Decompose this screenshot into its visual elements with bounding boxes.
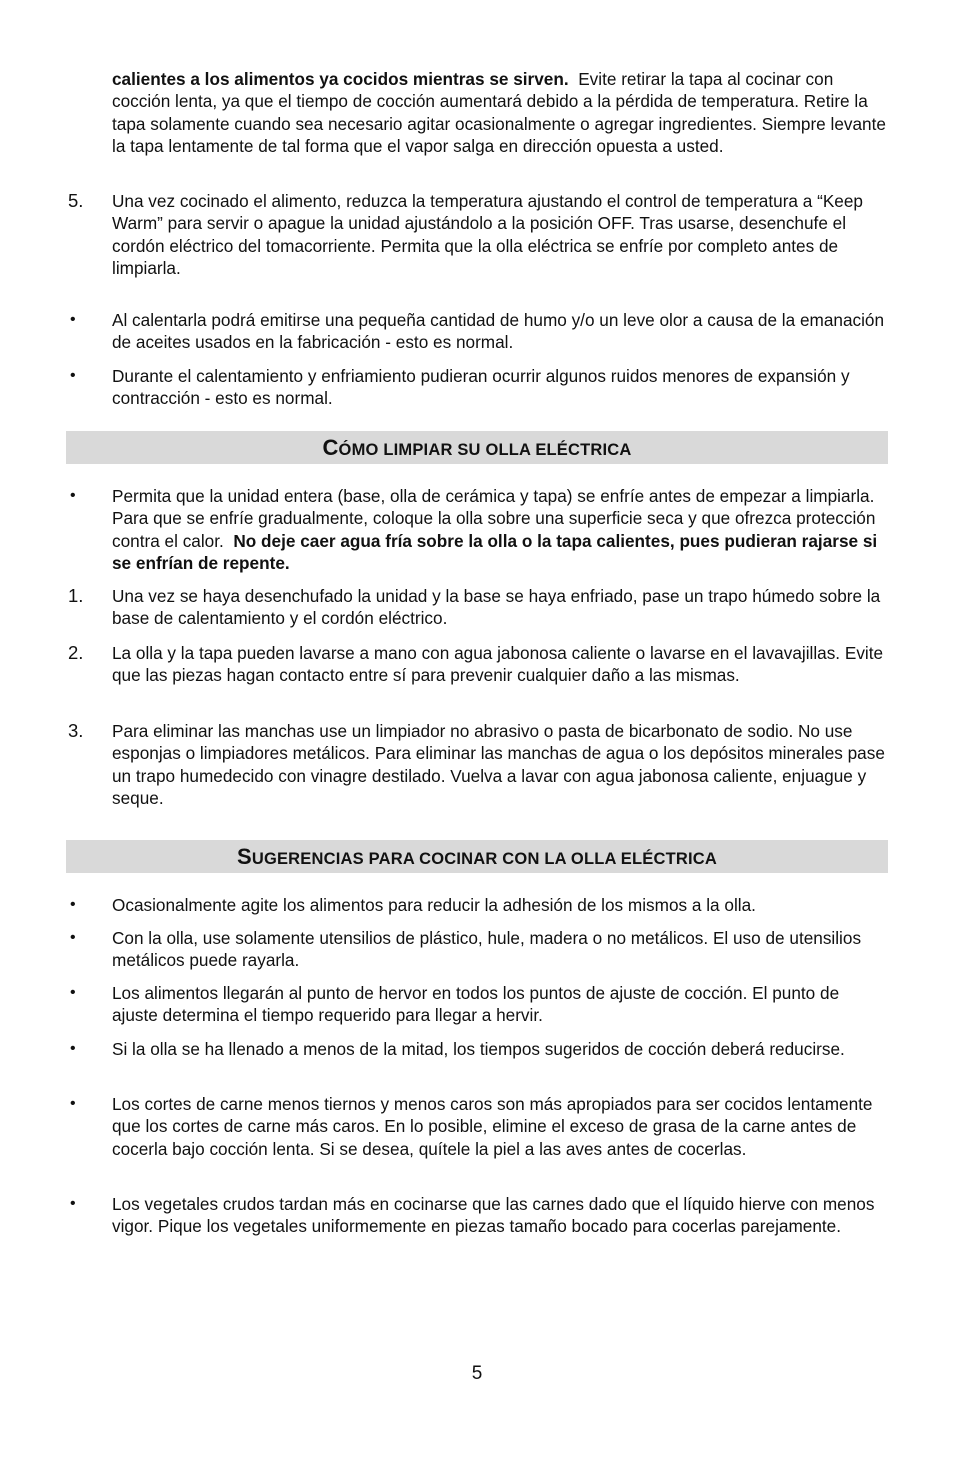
tip-text: Si la olla se ha llenado a menos de la mitad, los tiempos sugeridos de cocción deberá reducirse. <box>112 1039 845 1059</box>
bullet: • <box>70 1040 76 1057</box>
section-heading-cleaning <box>66 431 888 464</box>
intro-bold-lead: calientes a los alimentos ya cocidos mientras se sirven. <box>112 69 569 89</box>
heading-initial: S <box>236 844 252 869</box>
step-text: Una vez se haya desenchufado la unidad y la base se haya enfriado, pase un trapo húmedo sobre la base de calentamiento y el cordón eléctrico. <box>112 586 881 629</box>
bullet: • <box>70 896 76 913</box>
note-text: Durante el calentamiento y enfriamiento pudieran ocurrir algunos ruidos menores de expansión y contracción - esto es normal. <box>112 366 850 409</box>
heading-rest: UGERENCIAS PARA COCINAR CON LA OLLA ELÉCTRICA <box>251 850 718 868</box>
cleaning-intro-text: Permita que la unidad entera (base, olla de cerámica y tapa) se enfríe antes de empezar a limpiarla. Para que se enfríe gradualmente, coloque la olla sobre una superficie seca y que ofrezca protección contra el calor. <box>112 486 876 551</box>
note-text: Al calentarla podrá emitirse una pequeña cantidad de humo y/o un leve olor a causa de la emanación de aceites usados en la fabricación - esto es normal. <box>112 310 885 353</box>
step-number: 1. <box>68 585 84 606</box>
tip-text: Con la olla, use solamente utensilios de plástico, hule, madera o no metálicos. El uso de utensilios metálicos puede rayarla. <box>112 928 862 971</box>
bullet: • <box>70 1095 76 1112</box>
bullet: • <box>70 487 76 504</box>
tip-text: Los cortes de carne menos tiernos y menos caros son más apropiados para ser cocidos lentamente que los cortes de carne más caros. En lo posible, elimine el exceso de grasa de la carne antes de cocerla bajo cocción lenta. Si se desea, quítele la piel a las aves antes de cocerlas. <box>112 1094 873 1159</box>
heading-initial: C <box>322 435 339 460</box>
tip-text: Los alimentos llegarán al punto de hervor en todos los puntos de ajuste de cocción. El punto de ajuste determina el tiempo requerido para llegar a hervir. <box>112 983 840 1026</box>
tip-text: Ocasionalmente agite los alimentos para reducir la adhesión de los mismos a la olla. <box>112 895 756 915</box>
step-number: 5. <box>68 190 84 211</box>
step-text: Una vez cocinado el alimento, reduzca la temperatura ajustando el control de temperatura a “Keep Warm” para servir o apague la unidad ajustándolo a la posición OFF. Tras usarse, desenchufe el cordón eléctrico del tomacorriente. Permita que la olla eléctrica se enfríe por completo antes de limpiarla. <box>112 191 863 278</box>
bullet: • <box>70 1195 76 1212</box>
heading-rest: ÓMO LIMPIAR SU OLLA ELÉCTRICA <box>338 441 632 459</box>
intro-text-block <box>112 68 887 157</box>
bullet: • <box>70 929 76 946</box>
step-text: La olla y la tapa pueden lavarse a mano con agua jabonosa caliente o lavarse en el lavavajillas. Evite que las piezas hagan contacto entre sí para prevenir cualquier daño a las mismas. <box>112 643 884 686</box>
bullet: • <box>70 367 76 384</box>
step-text: Para eliminar las manchas use un limpiador no abrasivo o pasta de bicarbonato de sodio. No use esponjas o limpiadores metálicos. Para eliminar las manchas de agua o los depósitos minerales pase un trapo humedecido con vinagre destilado. Vuelva a lavar con agua jabonosa caliente, enjuague y seque. <box>112 721 885 808</box>
tip-text: Los vegetales crudos tardan más en cocinarse que las carnes dado que el líquido hierve con menos vigor. Pique los vegetales uniformemente en piezas tamaño bocado para cocerlas parejamente. <box>112 1194 875 1237</box>
bullet: • <box>70 311 76 328</box>
section-heading-tips <box>66 840 888 873</box>
step-number: 2. <box>68 642 84 663</box>
cleaning-intro-text-block <box>112 485 887 574</box>
bullet: • <box>70 984 76 1001</box>
page-number: 5 <box>471 1363 483 1384</box>
cleaning-warning: No deje caer agua fría sobre la olla o la tapa calientes, pues pudieran rajarse si se enfrían de repente. <box>112 530 878 573</box>
intro-text: Evite retirar la tapa al cocinar con cocción lenta, ya que el tiempo de cocción aumentará debido a la pérdida de temperatura. Retire la tapa solamente cuando sea necesario agitar ocasionalmente o agregar ingredientes. Siempre levante la tapa lentamente de tal forma que el vapor salga en dirección opuesta a usted. <box>112 69 886 156</box>
step-number: 3. <box>68 720 84 741</box>
